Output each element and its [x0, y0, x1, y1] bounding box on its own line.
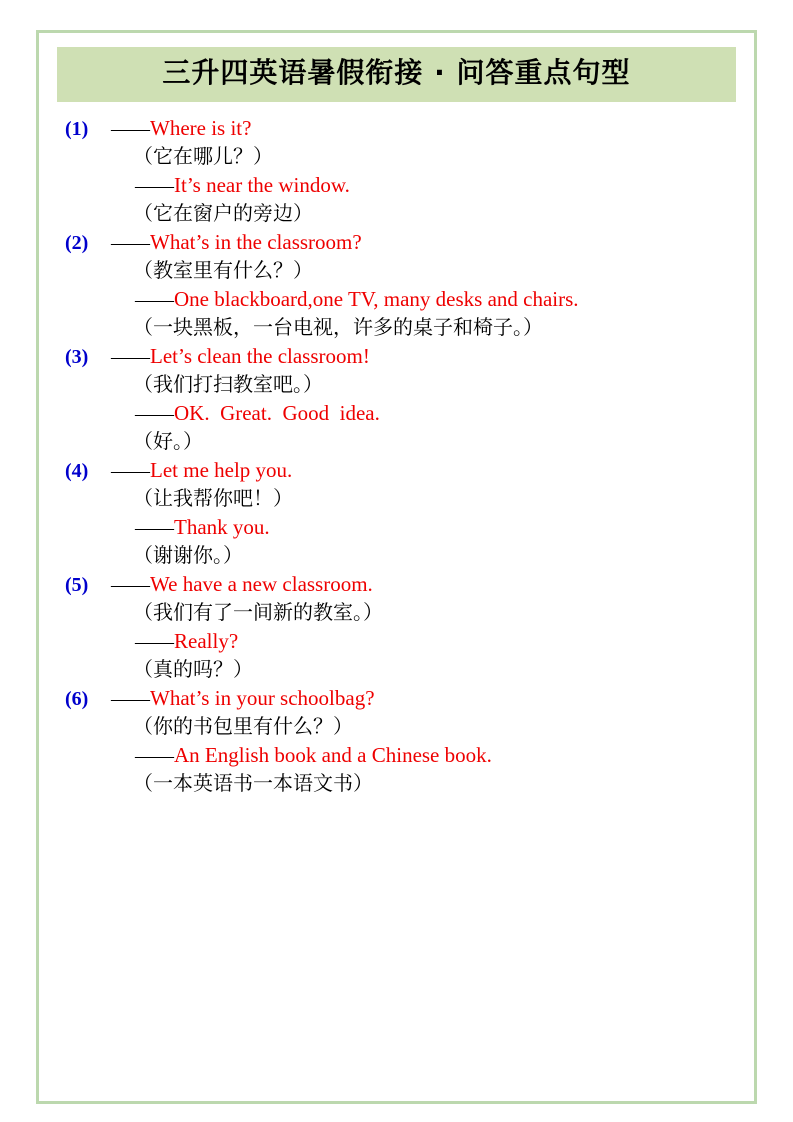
dash-mark: ——: [135, 174, 173, 197]
answer-chinese: （好。）: [133, 428, 203, 453]
qa-item: [65, 685, 732, 795]
answer-translation-line: [65, 314, 732, 339]
qa-list: [57, 115, 736, 795]
qa-item: [65, 229, 732, 339]
answer-english: It’s near the window.: [174, 172, 350, 197]
dash-mark: ——: [135, 288, 173, 311]
dash-mark: ——: [111, 459, 149, 482]
answer-chinese: （一块黑板，一台电视，许多的桌子和椅子。）: [133, 314, 543, 339]
question-english: Let me help you.: [150, 457, 293, 482]
question-chinese: （教室里有什么？）: [133, 257, 313, 282]
dash-mark: ——: [111, 573, 149, 596]
question-english: What’s in your schoolbag?: [150, 685, 375, 710]
dash-mark: ——: [111, 231, 149, 254]
answer-line: [65, 742, 732, 767]
answer-translation-line: [65, 656, 732, 681]
item-number: (1): [65, 117, 89, 140]
answer-english: Really?: [174, 628, 239, 653]
qa-item: [65, 343, 732, 453]
question-english: Let’s clean the classroom!: [150, 343, 370, 368]
question-line: [65, 343, 732, 368]
dash-mark: ——: [135, 516, 173, 539]
answer-line: [65, 628, 732, 653]
question-chinese: （你的书包里有什么？）: [133, 713, 353, 738]
answer-translation-line: [65, 542, 732, 567]
question-english: Where is it?: [150, 115, 252, 140]
answer-chinese: （它在窗户的旁边）: [133, 200, 313, 225]
question-english: We have a new classroom.: [150, 571, 373, 596]
item-number: (6): [65, 687, 89, 710]
question-translation-line: [65, 713, 732, 738]
answer-english: One blackboard,one TV, many desks and chairs.: [174, 286, 579, 311]
answer-english: An English book and a Chinese book.: [174, 742, 492, 767]
page-title: 三升四英语暑假衔接 · 问答重点句型: [162, 56, 631, 89]
question-chinese: （让我帮你吧！）: [133, 485, 293, 510]
item-number: (3): [65, 345, 89, 368]
answer-translation-line: [65, 428, 732, 453]
question-line: [65, 457, 732, 482]
question-chinese: （我们打扫教室吧。）: [133, 371, 323, 396]
answer-english: Thank you.: [174, 514, 270, 539]
answer-english: OK. Great. Good idea.: [174, 400, 380, 425]
item-number: (4): [65, 459, 89, 482]
question-line: [65, 571, 732, 596]
question-line: [65, 685, 732, 710]
question-translation-line: [65, 599, 732, 624]
question-line: [65, 229, 732, 254]
answer-line: [65, 172, 732, 197]
answer-line: [65, 514, 732, 539]
question-translation-line: [65, 257, 732, 282]
answer-line: [65, 286, 732, 311]
answer-translation-line: [65, 200, 732, 225]
question-translation-line: [65, 485, 732, 510]
page-border-frame: [36, 30, 757, 1104]
dash-mark: ——: [111, 117, 149, 140]
dash-mark: ——: [111, 345, 149, 368]
question-translation-line: [65, 371, 732, 396]
qa-item: [65, 457, 732, 567]
item-number: (2): [65, 231, 89, 254]
answer-line: [65, 400, 732, 425]
item-number: (5): [65, 573, 89, 596]
question-translation-line: [65, 143, 732, 168]
answer-chinese: （真的吗？）: [133, 656, 253, 681]
answer-translation-line: [65, 770, 732, 795]
dash-mark: ——: [111, 687, 149, 710]
dash-mark: ——: [135, 402, 173, 425]
qa-item: [65, 571, 732, 681]
dash-mark: ——: [135, 630, 173, 653]
question-english: What’s in the classroom?: [150, 229, 362, 254]
answer-chinese: （谢谢你。）: [133, 542, 243, 567]
qa-item: [65, 115, 732, 225]
document-title-bar: [57, 47, 736, 102]
question-line: [65, 115, 732, 140]
question-chinese: （我们有了一间新的教室。）: [133, 599, 383, 624]
question-chinese: （它在哪儿？）: [133, 143, 273, 168]
answer-chinese: （一本英语书一本语文书）: [133, 770, 373, 795]
dash-mark: ——: [135, 744, 173, 767]
